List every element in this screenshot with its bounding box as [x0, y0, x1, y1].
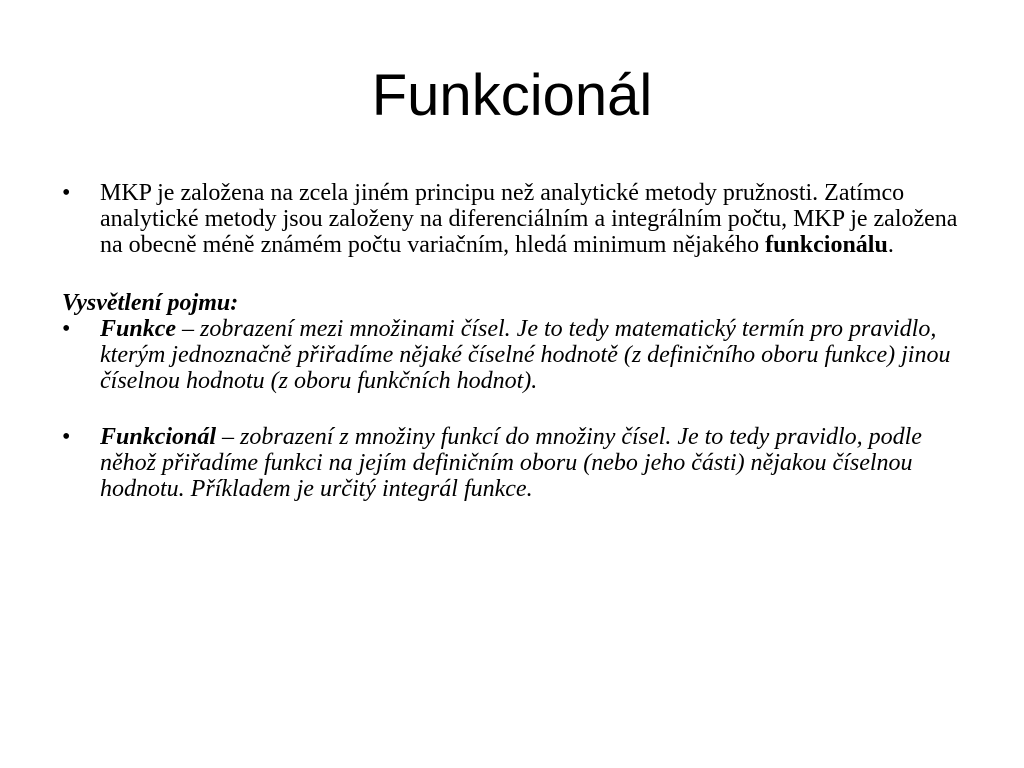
definition-term: Funkcionál [100, 424, 217, 450]
spacer [62, 394, 962, 424]
definition-bullet-funkcional [62, 424, 962, 502]
intro-bold-term: funkcionálu [765, 232, 888, 258]
bullet-marker: • [62, 180, 71, 206]
definition-bullet-funkce [62, 316, 962, 394]
bullet-marker: • [62, 316, 71, 342]
slide-title: Funkcionál [371, 63, 653, 128]
spacer [62, 258, 962, 290]
intro-text: MKP je založena na zcela jiném principu než analytické metody pružnosti. Zatímco analytické metody jsou založeny na diferenciálním a integrálním počtu, MKP je založena na obecně méně známém počtu variačním, hledá minimum nějakého [100, 180, 958, 258]
intro-text-end: . [887, 232, 894, 258]
definition-text: – zobrazení mezi množinami čísel. Je to tedy matematický termín pro pravidlo, kterým jednoznačně přiřadíme nějaké číselné hodnotě (z definičního oboru funkce) jinou číselnou hodnotu (z oboru funkčních hodnot). [100, 316, 951, 394]
bullet-marker: • [62, 424, 71, 450]
slide-content [62, 180, 962, 502]
definition-text: – zobrazení z množiny funkcí do množiny čísel. Je to tedy pravidlo, podle něhož přiřadíme funkci na jejím definičním oboru (nebo jeho části) nějakou číselnou hodnotu. Příkladem je určitý integrál funkce. [100, 424, 922, 502]
explanation-heading: Vysvětlení pojmu: [62, 290, 239, 316]
definition-term: Funkce [100, 316, 177, 342]
intro-bullet [62, 180, 962, 258]
